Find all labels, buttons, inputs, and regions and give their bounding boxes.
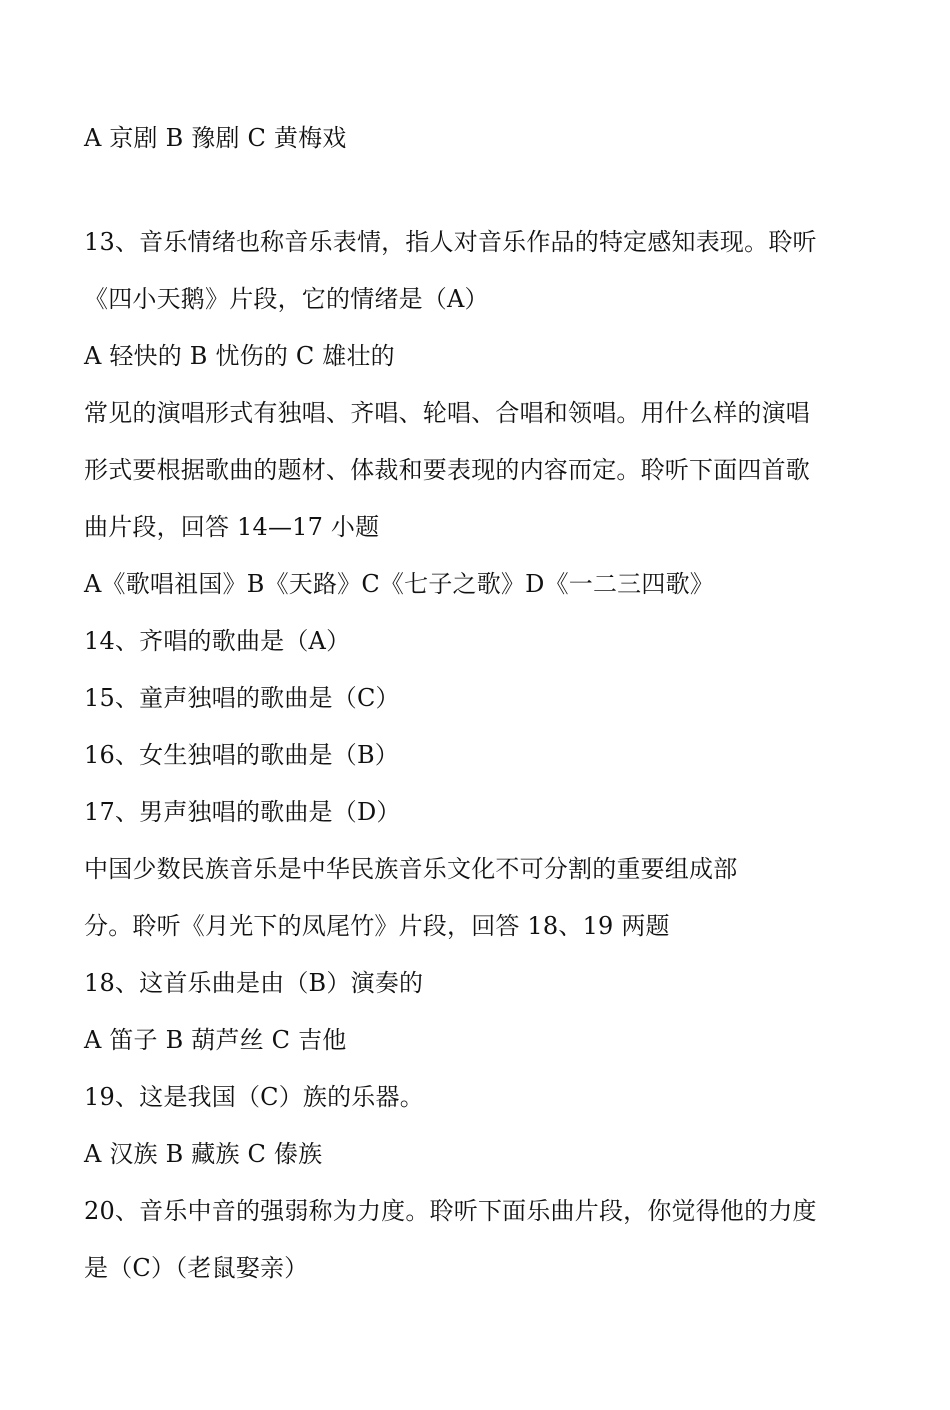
document-page	[84, 110, 874, 1297]
question-20-line-2: 是（C）（老鼠娶亲）	[84, 1254, 309, 1282]
intro-14-17-line-3: 曲片段，回答 14—17 小题	[84, 513, 380, 541]
question-17: 17、男声独唱的歌曲是（D）	[84, 798, 401, 826]
paragraph-gap	[84, 167, 874, 214]
question-18: 18、这首乐曲是由（B）演奏的	[84, 969, 424, 997]
intro-14-17-line-1: 常见的演唱形式有独唱、齐唱、轮唱、合唱和领唱。用什么样的演唱	[84, 399, 810, 427]
intro-18-19-line-1: 中国少数民族音乐是中华民族音乐文化不可分割的重要组成部	[84, 855, 738, 883]
answer-options-q13: A 轻快的 B 忧伤的 C 雄壮的	[84, 342, 395, 370]
question-13-line-1: 13、音乐情绪也称音乐表情，指人对音乐作品的特定感知表现。聆听	[84, 228, 817, 256]
answer-options-q19: A 汉族 B 藏族 C 傣族	[84, 1140, 323, 1168]
song-options-14-17: A《歌唱祖国》B《天路》C《七子之歌》D《一二三四歌》	[84, 570, 714, 598]
question-16: 16、女生独唱的歌曲是（B）	[84, 741, 399, 769]
answer-options-q18: A 笛子 B 葫芦丝 C 吉他	[84, 1026, 347, 1054]
intro-18-19-line-2: 分。聆听《月光下的凤尾竹》片段，回答 18、19 两题	[84, 912, 670, 940]
answer-options-q12: A 京剧 B 豫剧 C 黄梅戏	[84, 124, 347, 152]
question-15: 15、童声独唱的歌曲是（C）	[84, 684, 400, 712]
question-14: 14、齐唱的歌曲是（A）	[84, 627, 351, 655]
question-20-line-1: 20、音乐中音的强弱称为力度。聆听下面乐曲片段，你觉得他的力度	[84, 1197, 817, 1225]
question-13-line-2: 《四小天鹅》片段，它的情绪是（A）	[84, 285, 489, 313]
question-19: 19、这是我国（C）族的乐器。	[84, 1083, 424, 1111]
intro-14-17-line-2: 形式要根据歌曲的题材、体裁和要表现的内容而定。聆听下面四首歌	[84, 456, 810, 484]
